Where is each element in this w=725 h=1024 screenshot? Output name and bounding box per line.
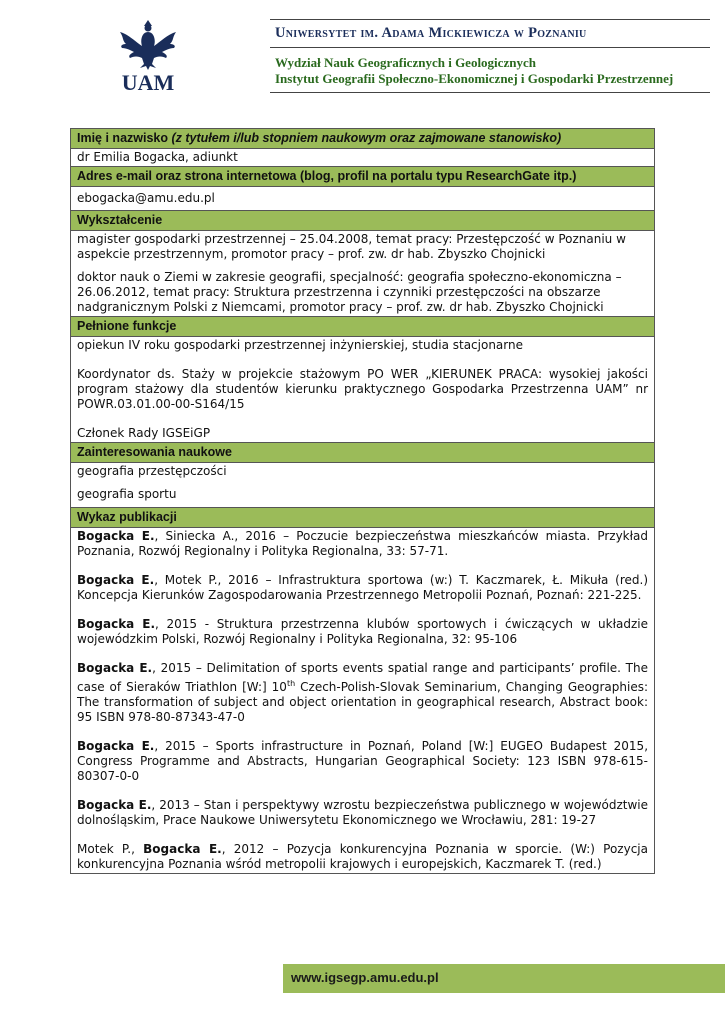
publication-item [77,617,648,647]
publication-coauthor: Motek P., [77,842,144,856]
header-top-rule [270,19,710,20]
publication-author: Bogacka E. [77,573,155,587]
interest-item: geografia sportu [77,487,177,501]
logo-text: UAM [121,70,175,94]
contact-value-row [71,187,655,211]
publications-row [71,528,655,874]
faculty-name: Wydział Nauk Geograficznych i Geologicznych [275,55,536,70]
interest-item: geografia przestępczości [77,464,227,478]
education-item: magister gospodarki przestrzennej – 25.04.2008, temat pracy: Przestępczość w Poznaniu w aspekcie przestrzennym, promotor pracy – prof. zw. dr hab. Zbyszko Chojnicki [77,232,626,261]
publication-details: , Motek P., 2016 – Infrastruktura sportowa (w:) T. Kaczmarek, Ł. Mikuła (red.) Koncepcja Kierunków Zagospodarowania Przestrzennego Metropolii Poznań, Poznań: 221-225. [77,573,648,602]
name-heading [71,129,655,149]
publications-heading: Wykaz publikacji [71,508,655,528]
contact-heading-row [71,167,655,187]
publication-item [77,529,648,559]
functions-cell [71,337,655,443]
name-heading-row [71,129,655,149]
function-item: Koordynator ds. Staży w projekcie stażowym PO WER „KIERUNEK PRACA: wysokiej jakości program stażowy dla studentów kierunku praktycznego Gospodarka Przestrzenna UAM” nr POWR.03.01.00-00-S164/15 [77,367,648,411]
contact-heading: Adres e-mail oraz strona internetowa (blog, profil na portalu typu ResearchGate itp.) [71,167,655,187]
publication-author: Bogacka E. [143,842,222,856]
publication-item [77,573,648,603]
publication-item [77,661,648,725]
publication-details: , 2012 – Pozycja konkurencyjna Poznania w sporcie. (W:) Pozycja konkurencyjna Poznania wśród metropolii krajowych i europejskich, Kaczmarek T. (red.) [77,842,648,871]
functions-heading-row [71,317,655,337]
publication-item [77,842,648,872]
footer-url-link[interactable]: www.igsegp.amu.edu.pl [291,970,439,985]
publication-details: , 2015 – Delimitation of sports events spatial range and participants’ profile. The case of Sieraków Triathlon [W:] 10 [77,661,648,694]
header-bottom-rule [270,92,710,93]
cv-table [70,128,655,874]
header-mid-rule [270,47,710,48]
publication-author: Bogacka E. [77,617,156,631]
uam-logo [116,20,180,94]
publication-author: Bogacka E. [77,798,152,812]
publication-author: Bogacka E. [77,661,153,675]
interests-heading-row [71,443,655,463]
publications-heading-row [71,508,655,528]
interests-row [71,463,655,508]
email-link[interactable]: ebogacka@amu.edu.pl [71,187,655,211]
education-item: doktor nauk o Ziemi w zakresie geografii, specjalność: geografia społeczno-ekonomiczna – 26.06.2012, temat pracy: Struktura przestrzenna i czynniki przestępczości na obszarze nadgranicznym Polski z Niemcami, promotor pracy – prof. zw. dr hab. Zbyszko Chojnicki [77,270,622,314]
interests-cell [71,463,655,508]
institute-name: Instytut Geografii Społeczno-Ekonomicznej i Gospodarki Przestrzennej [275,71,674,86]
education-heading-row [71,211,655,231]
functions-row [71,337,655,443]
interests-heading: Zainteresowania naukowe [71,443,655,463]
name-heading-note: (z tytułem i/lub stopniem naukowym oraz zajmowane stanowisko) [171,131,562,145]
function-item: opiekun IV roku gospodarki przestrzennej inżynierskiej, studia stacjonarne [77,338,523,352]
publication-details: , 2013 – Stan i perspektywy wzrostu bezpieczeństwa publicznego w województwie dolnośląskim, Prace Naukowe Uniwersytetu Ekonomicznego we Wrocławiu, 281: 19-27 [77,798,649,827]
name-heading-label: Imię i nazwisko [77,131,169,145]
functions-heading: Pełnione funkcje [71,317,655,337]
publications-cell [71,528,655,874]
publication-item [77,798,648,828]
education-cell [71,231,655,317]
publication-item [77,739,648,784]
publication-details: , 2015 – Sports infrastructure in Poznań, Poland [W:] EUGEO Budapest 2015, Congress Programme and Abstracts, Hungarian Geographical Society: 123 ISBN 978-615-80307-0-0 [77,739,649,783]
publication-author: Bogacka E. [77,529,155,543]
function-item: Członek Rady IGSEiGP [77,426,211,440]
publication-author: Bogacka E. [77,739,155,753]
publication-details: , 2015 - Struktura przestrzenna klubów sportowych i ćwiczących w układzie wojewódzkim Polski, Rozwój Regionalny i Polityka Regionalna, 32: 95-106 [77,617,649,646]
education-row [71,231,655,317]
education-heading: Wykształcenie [71,211,655,231]
publication-details: Czech-Polish-Slovak Seminarium, Changing Geographies: The transformation of subject and object orientation in geographical research, Abstract book: 95 ISBN 978-80-87343-47-0 [77,680,649,724]
publication-details: , Siniecka A., 2016 – Poczucie bezpieczeństwa mieszkańców miasta. Przykład Poznania, Rozwój Regionalny i Polityka Regionalna, 33: 57-71. [77,529,649,558]
name-value: dr Emilia Bogacka, adiunkt [71,149,655,167]
publication-superscript: th [286,679,296,688]
name-value-row [71,149,655,167]
university-name: Uniwersytet im. Adama Mickiewicza w Poznaniu [275,25,587,41]
